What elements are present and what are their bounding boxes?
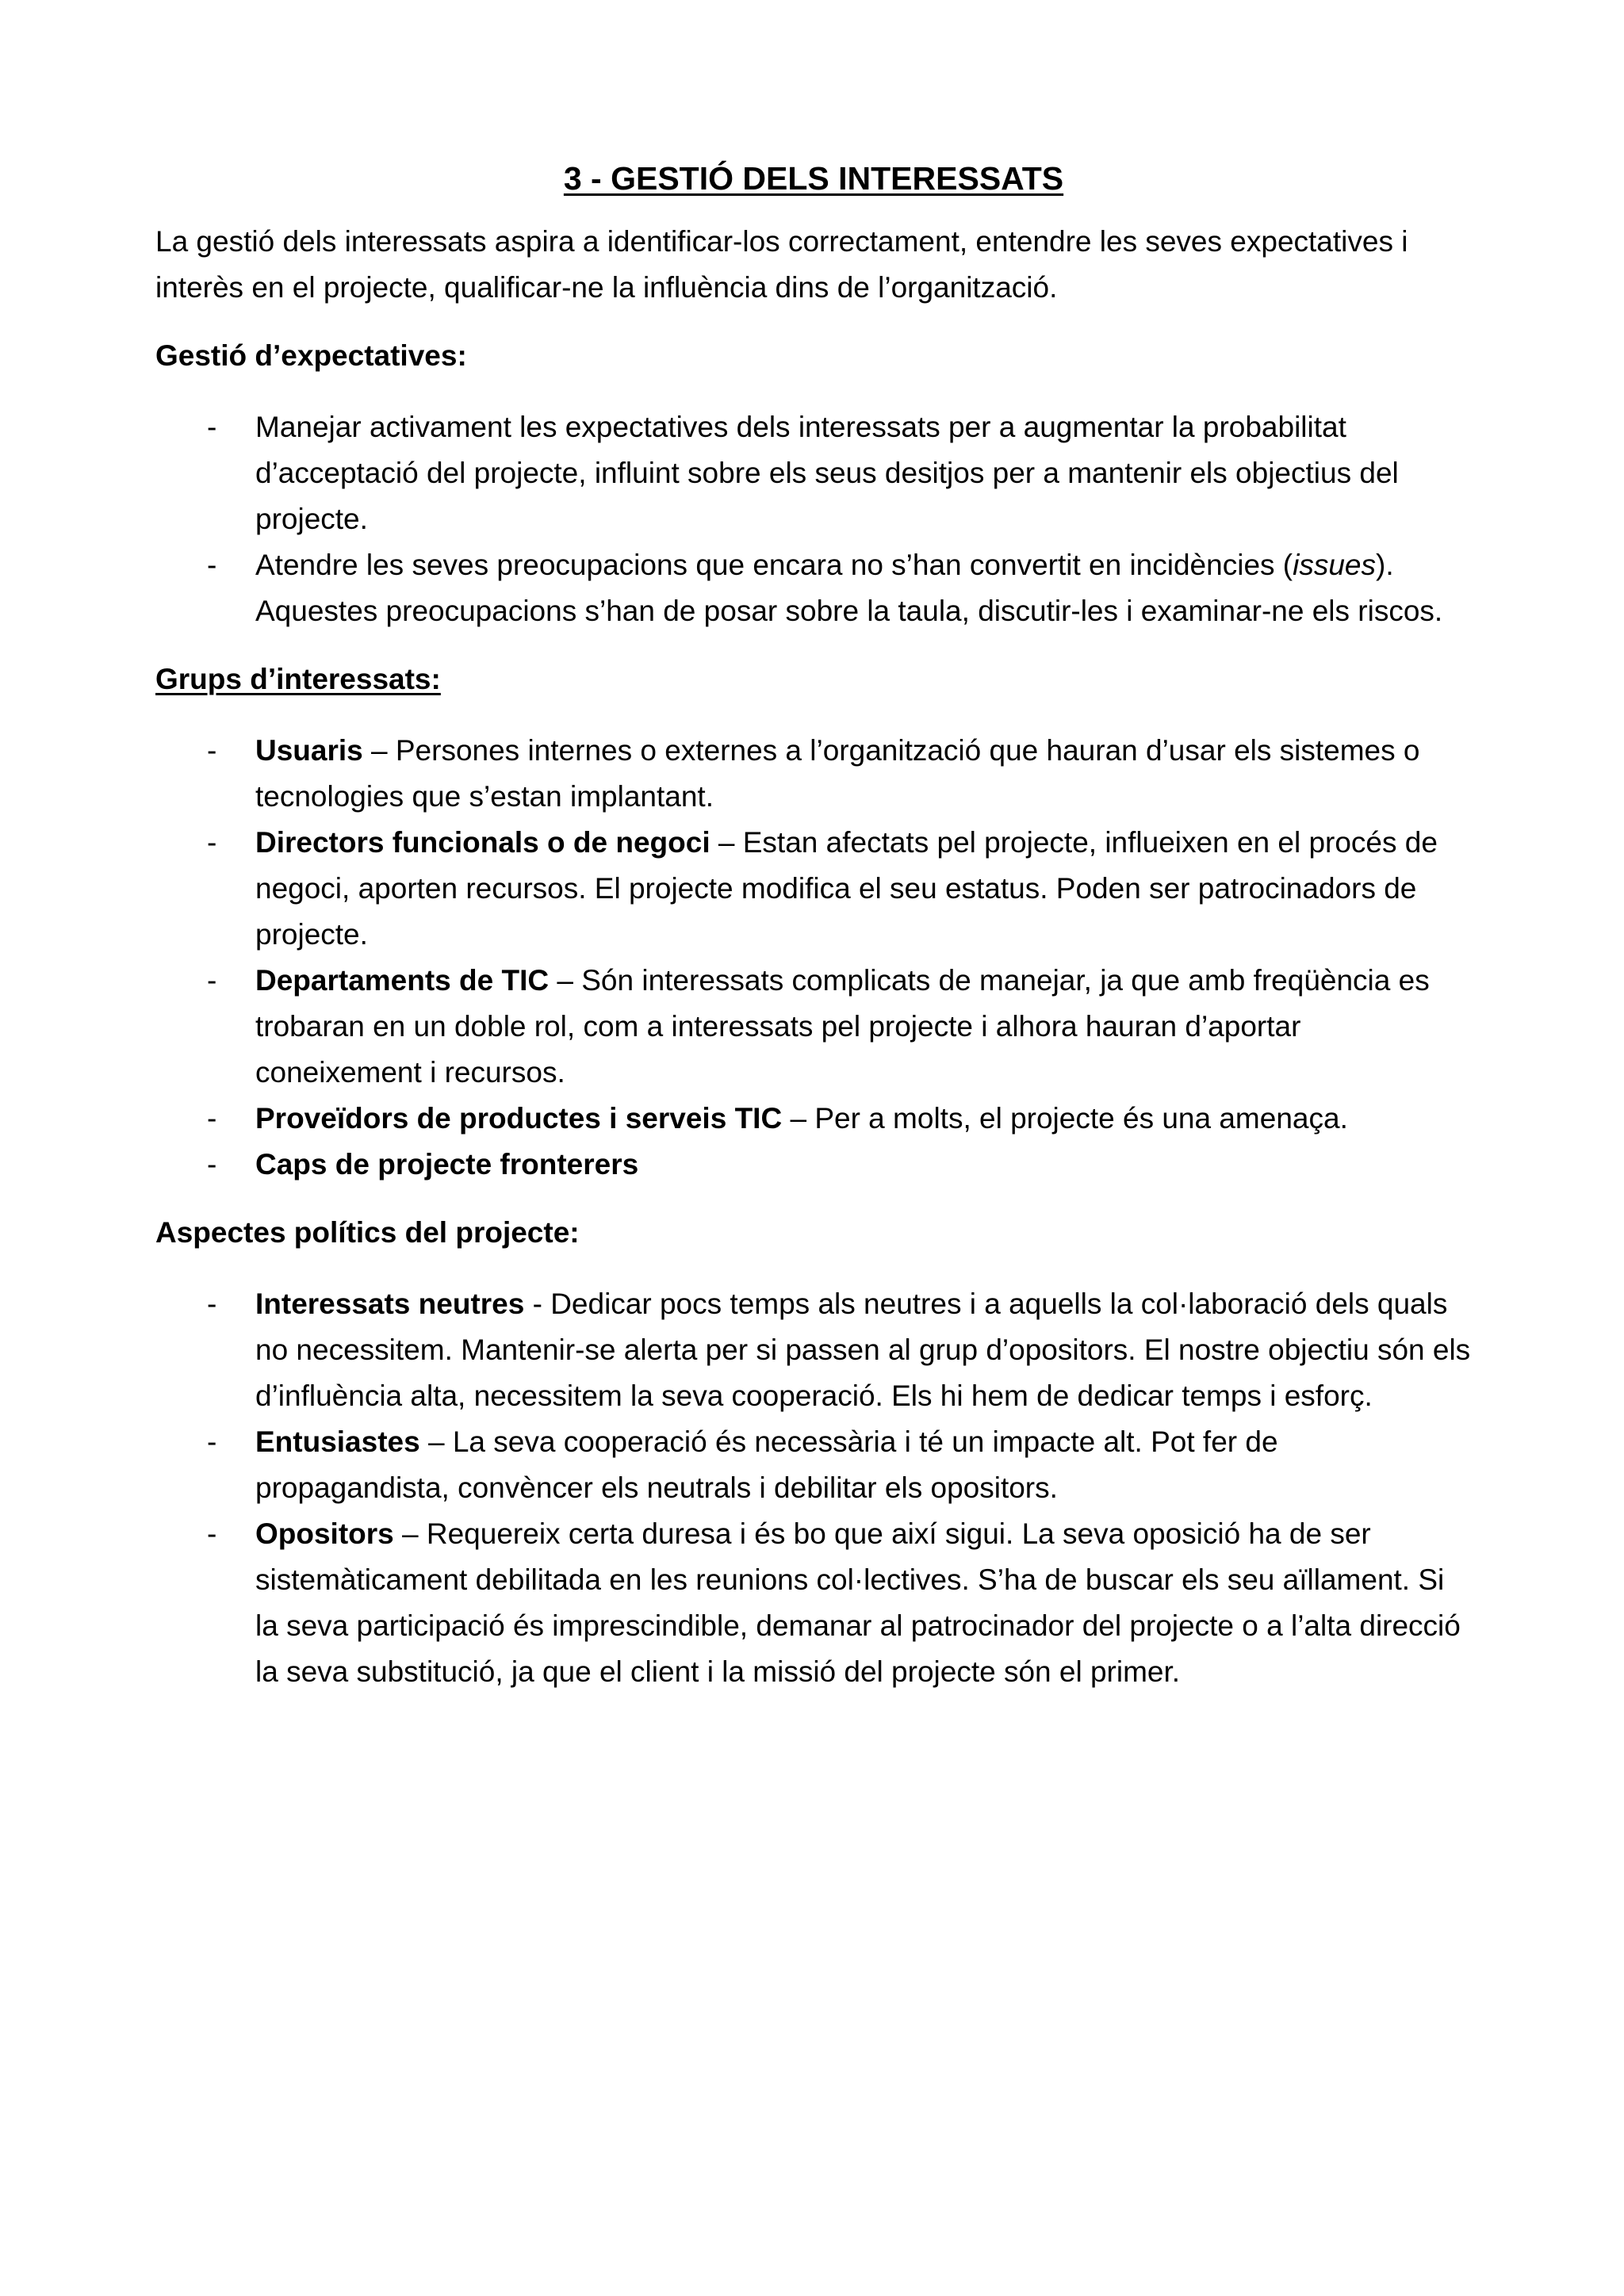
list-item-text: – Requereix certa duresa i és bo que així sigui. La seva oposició ha de ser sistemàticament debilitada en les reunions col·lectives. S’ha de buscar els seu aïllament. Si la seva participació és imprescindible, demanar al patrocinador del projecte o a l’alta direcció la seva substitució, ja que el client i la missió del projecte són el primer.	[255, 1517, 1461, 1688]
politics-list	[155, 1281, 1472, 1695]
list-item-text: – Persones internes o externes a l’organització que hauran d’usar els sistemes o tecnologies que s’estan implantant.	[255, 734, 1420, 813]
list-item-term: Caps de projecte fronterers	[255, 1148, 639, 1181]
list-item	[155, 1419, 1472, 1511]
list-item	[155, 404, 1472, 542]
list-item-text: – Són interessats complicats de manejar, ja que amb freqüència es trobaran en un doble rol, com a interessats pel projecte i alhora hauran d’aportar coneixement i recursos.	[255, 964, 1430, 1089]
list-item	[155, 958, 1472, 1096]
intro-paragraph: La gestió dels interessats aspira a identificar-los correctament, entendre les seves expectatives i interès en el projecte, qualificar-ne la influència dins de l’organització.	[155, 225, 1408, 304]
list-item	[155, 1096, 1472, 1142]
section-heading-grups: Grups d’interessats:	[155, 663, 441, 695]
list-item-text: - Dedicar pocs temps als neutres i a aquells la col·laboració dels quals no necessitem. Mantenir-se alerta per si passen al grup d’opositors. El nostre objectiu són els d’influència alta, necessitem la seva cooperació. Els hi hem de dedicar temps i esforç.	[255, 1288, 1471, 1412]
list-item-term: Interessats neutres	[255, 1288, 525, 1320]
grups-list	[155, 728, 1472, 1188]
list-item-text: Manejar activament les expectatives dels interessats per a augmentar la probabilitat d’acceptació del projecte, influint sobre els seus desitjos per a mantenir els objectius del projecte.	[255, 411, 1399, 535]
list-item-term: Departaments de TIC	[255, 964, 550, 997]
list-item-term: Entusiastes	[255, 1425, 420, 1458]
dash-bullet: -	[207, 1425, 217, 1458]
dash-bullet: -	[207, 1102, 217, 1135]
list-item-italic-term: issues	[1293, 549, 1377, 581]
dash-bullet: -	[207, 411, 217, 443]
list-item	[155, 542, 1472, 634]
list-item-text-end: ). Aquestes preocupacions s’han de posar sobre la taula, discutir-les i examinar-ne els riscos.	[255, 549, 1443, 627]
expectatives-list	[155, 404, 1472, 634]
list-item	[155, 1142, 1472, 1188]
list-item-text: – Estan afectats pel projecte, influeixen en el procés de negoci, aporten recursos. El projecte modifica el seu estatus. Poden ser patrocinadors de projecte.	[255, 826, 1438, 951]
list-item-term: Directors funcionals o de negoci	[255, 826, 710, 859]
section-heading-expectatives: Gestió d’expectatives:	[155, 339, 467, 372]
list-item-term: Usuaris	[255, 734, 363, 767]
dash-bullet: -	[207, 1148, 217, 1181]
page-title: 3 - GESTIÓ DELS INTERESSATS	[563, 160, 1064, 197]
list-item-term: Proveïdors de productes i serveis TIC	[255, 1102, 783, 1135]
section-heading-politics: Aspectes polítics del projecte:	[155, 1216, 580, 1249]
dash-bullet: -	[207, 964, 217, 997]
list-item-term: Opositors	[255, 1517, 394, 1550]
list-item-text-start: Atendre les seves preocupacions que encara no s’han convertit en incidències (	[255, 549, 1293, 581]
list-item	[155, 820, 1472, 958]
document-page	[155, 155, 1472, 1717]
list-item	[155, 1281, 1472, 1419]
dash-bullet: -	[207, 734, 217, 767]
dash-bullet: -	[207, 1288, 217, 1320]
list-item	[155, 1511, 1472, 1695]
list-item-text: – La seva cooperació és necessària i té un impacte alt. Pot fer de propagandista, convèncer els neutrals i debilitar els opositors.	[255, 1425, 1278, 1504]
dash-bullet: -	[207, 826, 217, 859]
list-item	[155, 728, 1472, 820]
dash-bullet: -	[207, 549, 217, 581]
dash-bullet: -	[207, 1517, 217, 1550]
list-item-text: – Per a molts, el projecte és una amenaça.	[782, 1102, 1348, 1135]
